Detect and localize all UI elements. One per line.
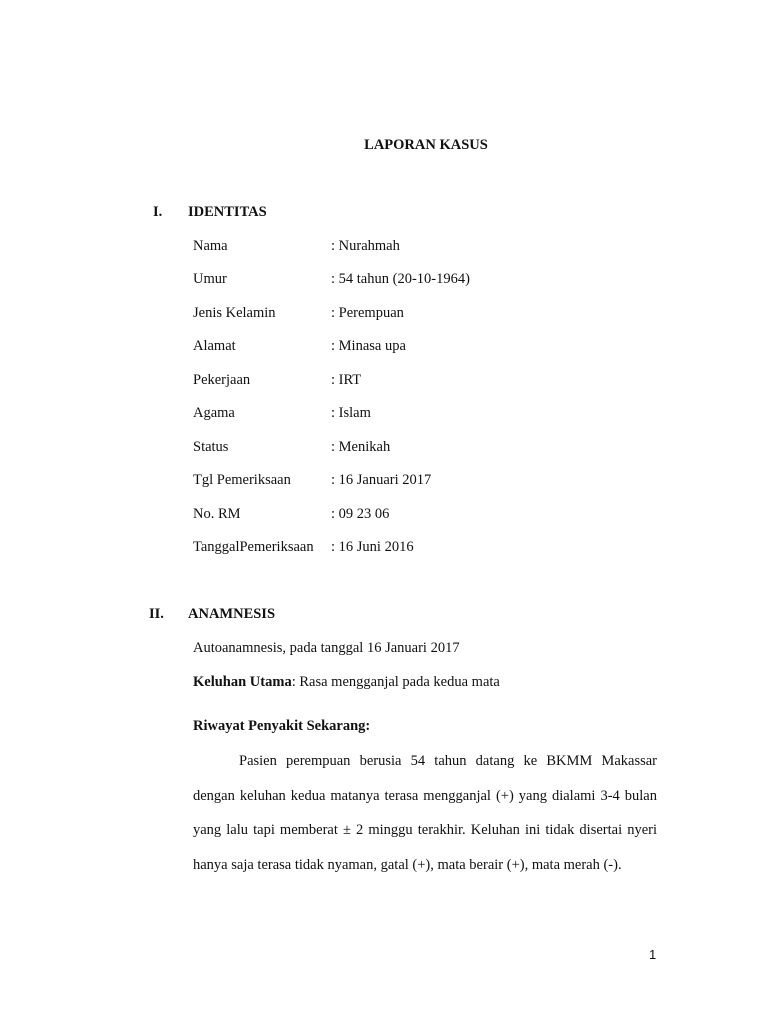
document-title: LAPORAN KASUS — [364, 137, 488, 153]
identity-label: Status — [193, 439, 229, 455]
identity-value: : Menikah — [331, 439, 391, 455]
section-2-title: ANAMNESIS — [188, 606, 276, 622]
present-illness-text: Pasien perempuan berusia 54 tahun datang ke BKMM Makassar dengan keluhan kedua matanya terasa mengganjal (+) yang dialami 3-4 bulan yang lalu tapi memberat ± 2 minggu terakhir. Keluhan ini tidak disertai nyeri hanya saja terasa tidak nyaman, gatal (+), mata berair (+), mata merah (-). — [193, 753, 657, 873]
identity-label: Tgl Pemeriksaan — [193, 472, 291, 488]
identity-value: : 16 Januari 2017 — [331, 472, 432, 488]
identity-value: : Minasa upa — [331, 338, 406, 354]
present-illness-paragraph — [193, 744, 657, 882]
identity-label: Alamat — [193, 338, 236, 354]
chief-complaint-label: Keluhan Utama — [193, 674, 292, 690]
identity-value: : 09 23 06 — [331, 506, 390, 522]
identity-label: No. RM — [193, 506, 241, 522]
identity-label: Umur — [193, 271, 227, 287]
chief-complaint — [193, 674, 500, 691]
identity-label: Jenis Kelamin — [193, 305, 276, 321]
section-2-number: II. — [149, 606, 164, 622]
identity-value: : IRT — [331, 372, 362, 388]
identity-value: : 54 tahun (20-10-1964) — [331, 271, 470, 287]
identity-label: TanggalPemeriksaan — [193, 539, 314, 555]
identity-label: Agama — [193, 405, 235, 421]
section-1-number: I. — [153, 204, 163, 220]
section-1-title: IDENTITAS — [188, 204, 267, 220]
identity-label: Pekerjaan — [193, 372, 251, 388]
page-number: 1 — [649, 947, 657, 962]
identity-value: : 16 Juni 2016 — [331, 539, 414, 555]
chief-complaint-value: : Rasa mengganjal pada kedua mata — [291, 674, 500, 690]
identity-value: : Nurahmah — [331, 238, 400, 254]
identity-value: : Islam — [331, 405, 371, 421]
present-illness-heading: Riwayat Penyakit Sekarang: — [193, 718, 371, 734]
identity-label: Nama — [193, 238, 228, 254]
autoanamnesis-line: Autoanamnesis, pada tanggal 16 Januari 2017 — [193, 640, 460, 656]
identity-value: : Perempuan — [331, 305, 404, 321]
